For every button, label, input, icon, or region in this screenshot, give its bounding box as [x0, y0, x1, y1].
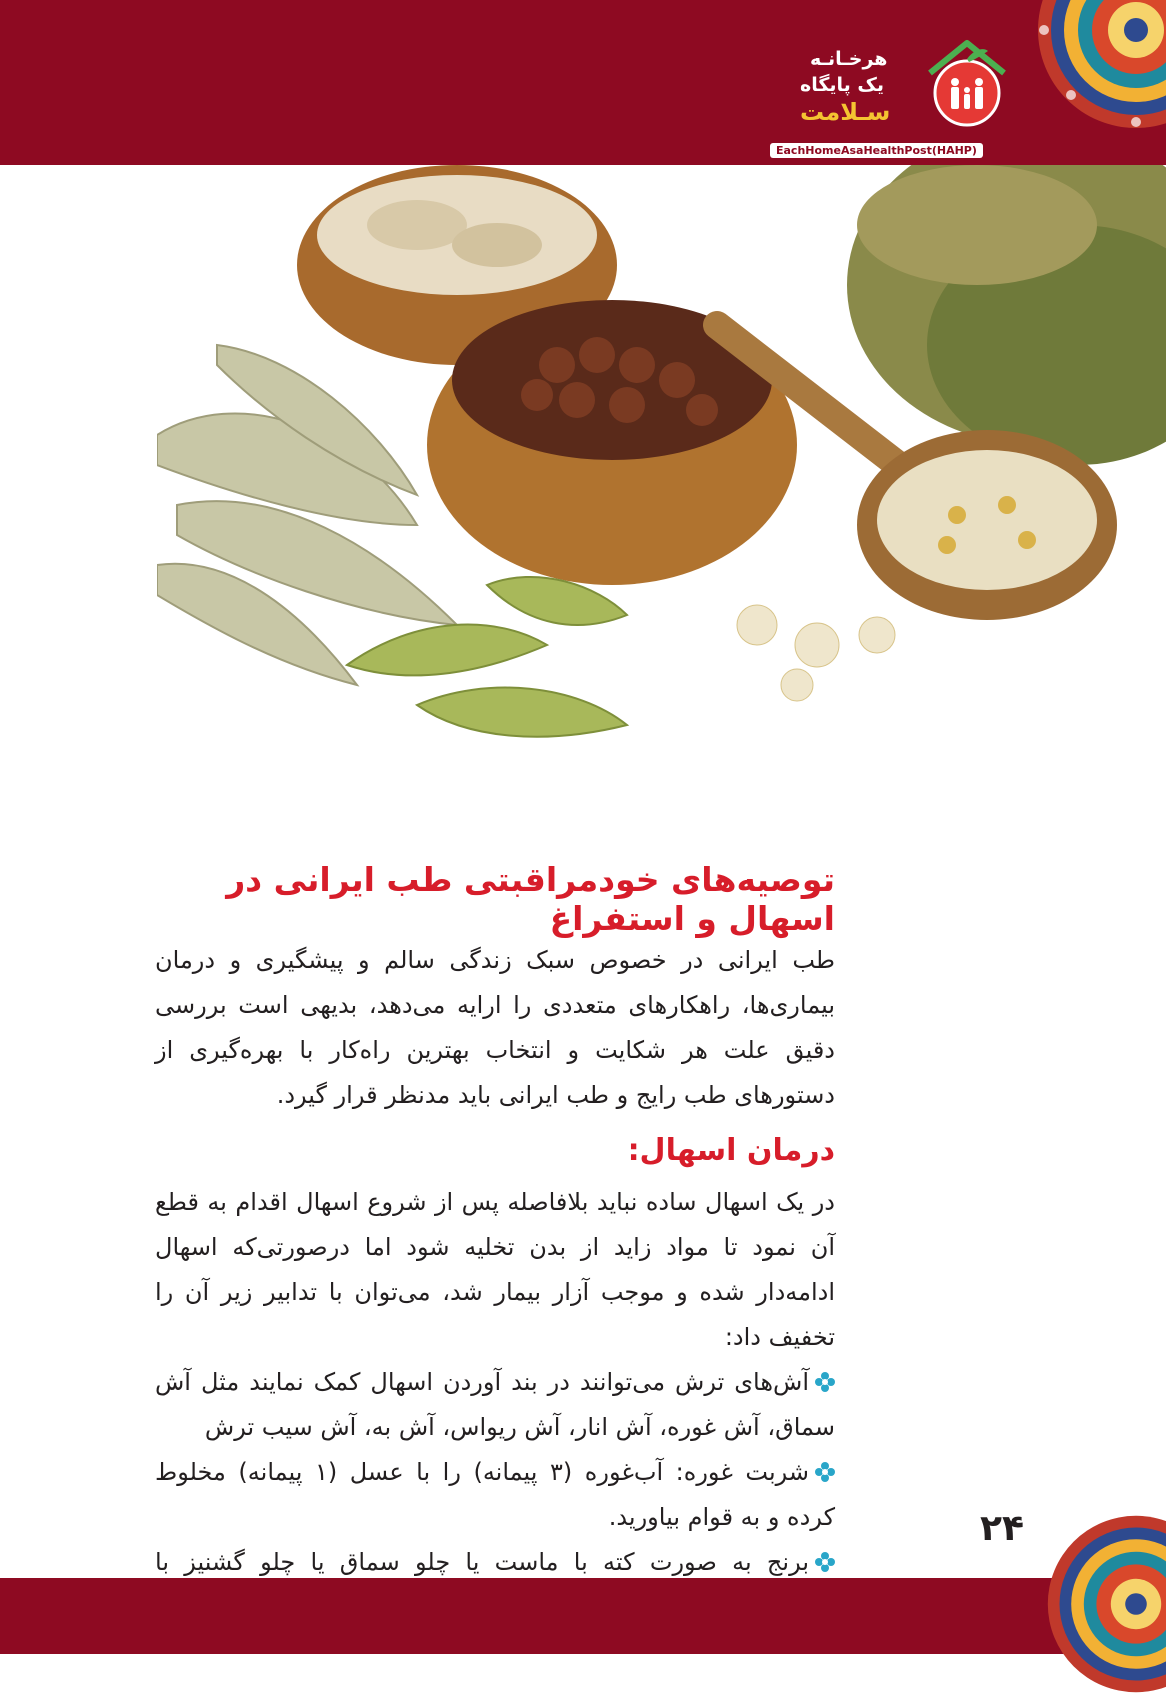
mandala-ornament-icon [1036, 0, 1166, 130]
logo-line-1: هرخـانـه [810, 48, 887, 70]
flower-bullet-icon [815, 1552, 835, 1572]
list-item [155, 1450, 835, 1540]
herbal-ingredients-photo [157, 165, 1166, 805]
list-item-text: شربت غوره: آب‌غوره (۳ پیمانه) را با عسل (۱ پیمانه) مخلوط کرده و به قوام بیاورید. [155, 1458, 835, 1531]
footer-band [0, 1578, 1166, 1654]
home-apple-family-icon [922, 35, 1012, 130]
logo-tagline: EachHomeAsaHealthPost(HAHP) [770, 143, 983, 158]
section-title: درمان اسهال: [160, 1133, 835, 1168]
flower-bullet-icon [815, 1372, 835, 1392]
page-number: ۲۴ [980, 1508, 1024, 1549]
list-item [155, 1360, 835, 1450]
section-paragraph: در یک اسهال ساده نباید بلافاصله پس از شروع اسهال اقدام به قطع آن نمود تا مواد زاید از بدن تخلیه شود اما درصورتی‌که اسهال ادامه‌دار شده و موجب آزار بیمار شد، می‌توان با تدابیر زیر آن را تخفیف داد: [155, 1180, 835, 1360]
logo-line-3: سـلامت [800, 98, 890, 126]
section-body [155, 1180, 835, 1630]
list-item-text: برنج به صورت کته با ماست یا چلو سماق یا چلو گشنیز با [155, 1548, 835, 1621]
list-item-text: آش‌های ترش می‌توانند در بند آوردن اسهال کمک نمایند مثل آش سماق، آش غوره، آش انار، آش ریواس، آش به، آش سیب ترش [155, 1368, 835, 1441]
intro-text: طب ایرانی در خصوص سبک زندگی سالم و پیشگیری و درمان بیماری‌ها، راهکارهای متعددی را ارایه می‌دهد، بدیهی است بررسی دقیق علت هر شکایت و انتخاب بهترین راه‌کار با بهره‌گیری از دستورهای طب رایج و طب ایرانی باید مدنظر قرار گیرد. [155, 938, 835, 1118]
flower-bullet-icon [815, 1462, 835, 1482]
logo-line-2: یک پایگاه [800, 74, 884, 96]
page-title: توصیه‌های خودمراقبتی طب ایرانی در اسهال و استفراغ [160, 860, 835, 938]
mandala-ornament-icon [1046, 1514, 1166, 1694]
intro-paragraph [155, 938, 835, 1118]
